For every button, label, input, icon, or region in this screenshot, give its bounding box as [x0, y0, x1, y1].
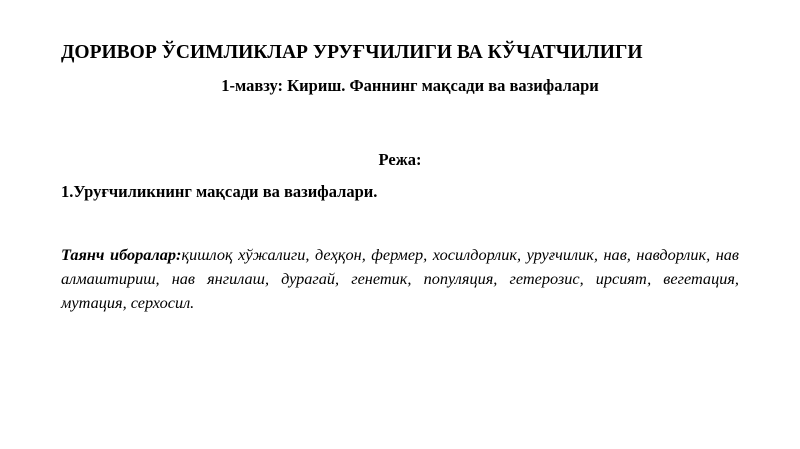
main-title: ДОРИВОР ЎСИМЛИКЛАР УРУҒЧИЛИГИ ВА КЎЧАТЧИЛИГИ — [61, 42, 643, 63]
keywords-label: Таянч иборалар: — [61, 245, 182, 264]
lecture-subtitle — [0, 76, 800, 96]
keywords-text: қишлоқ хўжалиги, деҳқон, фермер, хосилдорлик, уруғчилик, нав, навдорлик, нав алмаштириш, нав янгилаш, дурагай, генетик, популяция, гетерозис, ирсият, вегетация, мутация, серхосил. — [61, 245, 739, 312]
plan-item: 1.Уруғчиликнинг мақсади ва вазифалари. — [61, 182, 378, 201]
plan-heading: Режа: — [378, 150, 422, 169]
lecture-subtitle-text: 1-мавзу: Кириш. Фаннинг мақсади ва вазифалари — [221, 76, 599, 95]
keywords-paragraph — [61, 243, 739, 315]
